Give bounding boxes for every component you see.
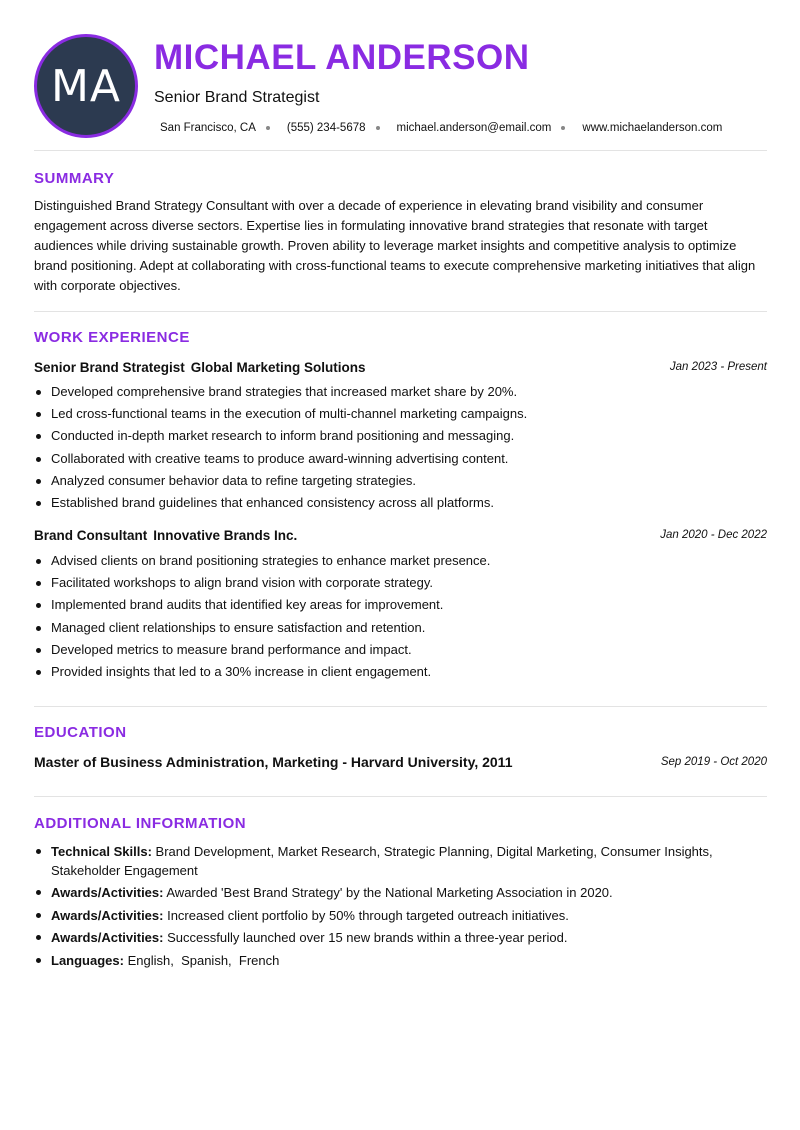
list-item: Collaborated with creative teams to produce award-winning advertising content. xyxy=(34,448,767,470)
list-item: Managed client relationships to ensure satisfaction and retention. xyxy=(34,617,767,639)
info-label: Languages: xyxy=(51,952,124,968)
candidate-name: MICHAEL ANDERSON xyxy=(154,38,530,77)
job-title xyxy=(34,360,366,375)
education-heading: EDUCATION xyxy=(34,724,127,741)
list-item xyxy=(34,906,767,925)
job-bullets xyxy=(34,550,767,683)
separator-dot xyxy=(376,126,380,130)
work-experience-heading: WORK EXPERIENCE xyxy=(34,329,190,346)
list-item: Provided insights that led to a 30% increase in client engagement. xyxy=(34,661,767,683)
summary-heading: SUMMARY xyxy=(34,170,115,187)
job-role: Brand Consultant xyxy=(34,527,148,543)
list-item: Developed comprehensive brand strategies that increased market share by 20%. xyxy=(34,381,767,403)
job-dates: Jan 2020 - Dec 2022 xyxy=(660,529,767,541)
avatar-initials: MA xyxy=(50,60,122,112)
contact-email[interactable]: michael.anderson@email.com xyxy=(396,122,552,134)
list-item: Facilitated workshops to align brand vision with corporate strategy. xyxy=(34,572,767,594)
job-title xyxy=(34,528,297,543)
contact-phone: (555) 234-5678 xyxy=(286,122,366,134)
divider xyxy=(34,311,767,312)
additional-info-list xyxy=(34,842,767,973)
info-label: Awards/Activities: xyxy=(51,885,164,901)
list-item xyxy=(34,928,767,947)
job-dates: Jan 2023 - Present xyxy=(669,361,767,373)
list-item: Established brand guidelines that enhanced consistency across all platforms. xyxy=(34,492,767,514)
summary-text: Distinguished Brand Strategy Consultant with over a decade of experience in elevating brand visibility and consumer engagement across diverse sectors. Expertise lies in formulating innovative brand strategies that resonate with target audiences while driving sustainable growth. Proven ability to leverage market insights and competitive analysis to optimize brand positioning. Adept at collaborating with cross-functional teams to execute comprehensive marketing initiatives that align with corporate objectives. xyxy=(34,198,756,293)
info-text: Increased client portfolio by 50% through targeted outreach initiatives. xyxy=(167,907,569,923)
divider xyxy=(34,796,767,797)
separator-dot xyxy=(266,126,270,130)
info-text: Brand Development, Market Research, Strategic Planning, Digital Marketing, Consumer Insights, Stakeholder Engagement xyxy=(51,844,713,878)
list-item: Developed metrics to measure brand performance and impact. xyxy=(34,639,767,661)
info-text: Awarded 'Best Brand Strategy' by the National Marketing Association in 2020. xyxy=(166,885,613,901)
job-company: Global Marketing Solutions xyxy=(190,359,366,375)
resume-header xyxy=(34,34,767,138)
job-header xyxy=(34,357,767,377)
job-role: Senior Brand Strategist xyxy=(34,359,185,375)
contact-website[interactable]: www.michaelanderson.com xyxy=(582,122,723,134)
separator-dot xyxy=(561,126,565,130)
candidate-title: Senior Brand Strategist xyxy=(154,89,320,106)
list-item: Conducted in-depth market research to inform brand positioning and messaging. xyxy=(34,425,767,447)
list-item: Advised clients on brand positioning strategies to enhance market presence. xyxy=(34,550,767,572)
job-header xyxy=(34,525,767,545)
avatar xyxy=(34,34,138,138)
divider xyxy=(34,150,767,151)
list-item xyxy=(34,842,767,880)
info-label: Awards/Activities: xyxy=(51,907,164,923)
additional-information-heading: ADDITIONAL INFORMATION xyxy=(34,815,247,832)
list-item: Analyzed consumer behavior data to refine targeting strategies. xyxy=(34,470,767,492)
list-item: Led cross-functional teams in the execution of multi-channel marketing campaigns. xyxy=(34,403,767,425)
job-bullets xyxy=(34,381,767,514)
education-dates: Sep 2019 - Oct 2020 xyxy=(660,756,767,768)
education-degree: Master of Business Administration, Marketing - Harvard University, 2011 xyxy=(34,754,513,770)
info-label: Awards/Activities: xyxy=(51,930,164,946)
education-entry xyxy=(34,752,767,772)
contact-line xyxy=(160,120,780,136)
info-text: Successfully launched over 15 new brands within a three-year period. xyxy=(167,930,568,946)
divider xyxy=(34,706,767,707)
info-text: English, Spanish, French xyxy=(127,952,280,968)
job-company: Innovative Brands Inc. xyxy=(153,527,298,543)
list-item xyxy=(34,951,767,970)
list-item xyxy=(34,883,767,902)
list-item: Implemented brand audits that identified key areas for improvement. xyxy=(34,594,767,616)
info-label: Technical Skills: xyxy=(51,844,152,859)
contact-location: San Francisco, CA xyxy=(160,122,256,134)
